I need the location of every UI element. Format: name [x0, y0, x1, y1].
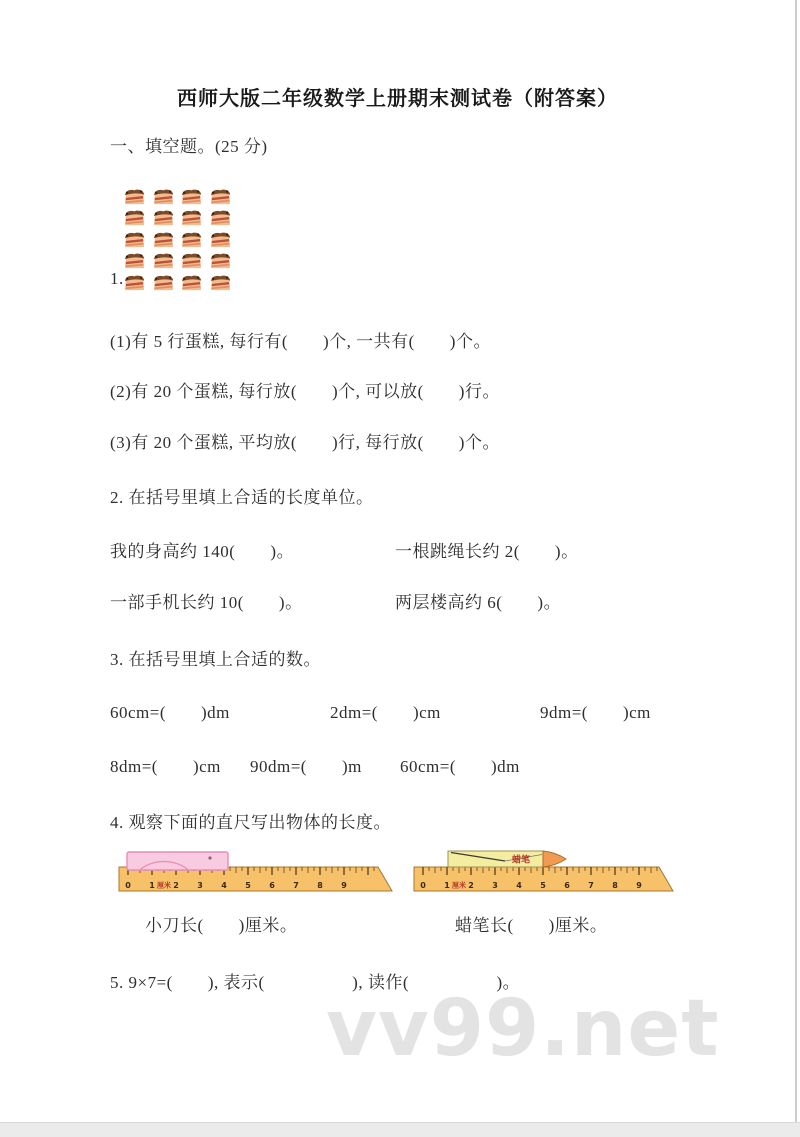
svg-text:6: 6: [564, 881, 570, 890]
section-1-heading: 一、填空题。(25 分): [110, 137, 268, 156]
svg-text:8: 8: [317, 881, 323, 890]
cake-icon: [208, 251, 233, 270]
knife-length-caption: 小刀长( )厘米。: [145, 916, 298, 935]
cake-icon: [122, 187, 147, 206]
cake-icon: [208, 230, 233, 249]
svg-text:5: 5: [540, 881, 546, 890]
svg-text:7: 7: [588, 881, 594, 890]
cake-icon: [179, 208, 204, 227]
svg-text:7: 7: [293, 881, 299, 890]
cake-icon: [151, 187, 176, 206]
cake-icon: [151, 251, 176, 270]
ruler-right-icon: [413, 866, 675, 892]
q3-conv-2: 2dm=( )cm: [330, 703, 441, 722]
cake-icon: [151, 230, 176, 249]
svg-text:厘米: 厘米: [452, 881, 466, 890]
svg-text:2: 2: [173, 881, 179, 890]
cake-icon: [151, 208, 176, 227]
crayon-length-caption: 蜡笔长( )厘米。: [455, 916, 608, 935]
svg-text:3: 3: [197, 881, 203, 890]
svg-text:9: 9: [341, 881, 347, 890]
svg-text:8: 8: [612, 881, 618, 890]
svg-text:2: 2: [468, 881, 474, 890]
q1-item-1: (1)有 5 行蛋糕, 每行有( )个, 一共有( )个。: [110, 332, 491, 351]
q3-heading: 3. 在括号里填上合适的数。: [110, 650, 321, 669]
svg-text:0: 0: [125, 881, 131, 890]
svg-text:1: 1: [149, 881, 155, 890]
q4-heading: 4. 观察下面的直尺写出物体的长度。: [110, 813, 391, 832]
q5-text: 5. 9×7=( ), 表示( ), 读作( )。: [110, 973, 521, 992]
q2-blank-building: 两层楼高约 6( )。: [395, 593, 562, 612]
svg-text:4: 4: [221, 881, 227, 890]
svg-text:厘米: 厘米: [157, 881, 171, 890]
q3-conv-3: 9dm=( )cm: [540, 703, 651, 722]
q2-blank-rope: 一根跳绳长约 2( )。: [395, 542, 579, 561]
page-title: 西师大版二年级数学上册期末测试卷（附答案）: [177, 88, 618, 110]
cake-icon: [179, 251, 204, 270]
q1-item-3: (3)有 20 个蛋糕, 平均放( )行, 每行放( )个。: [110, 433, 500, 452]
q1-item-2: (2)有 20 个蛋糕, 每行放( )个, 可以放( )行。: [110, 382, 500, 401]
svg-text:1: 1: [444, 881, 450, 890]
svg-text:4: 4: [516, 881, 522, 890]
cake-icon: [179, 230, 204, 249]
q3-conv-6: 60cm=( )dm: [400, 757, 520, 776]
q3-conv-4: 8dm=( )cm: [110, 757, 221, 776]
knife-icon: [126, 851, 230, 871]
svg-text:9: 9: [636, 881, 642, 890]
watermark: vv99.net: [326, 984, 720, 1074]
cake-icon: [151, 273, 176, 292]
q2-blank-phone: 一部手机长约 10( )。: [110, 593, 303, 612]
q1-number: 1.: [110, 269, 124, 288]
svg-text:6: 6: [269, 881, 275, 890]
cake-icon: [179, 273, 204, 292]
cake-grid: [122, 187, 236, 294]
viewer-bottom-strip: [0, 1122, 800, 1137]
crayon-label: 蜡笔: [511, 854, 531, 865]
cake-icon: [208, 273, 233, 292]
svg-text:5: 5: [245, 881, 251, 890]
cake-icon: [208, 208, 233, 227]
crayon-icon: [447, 849, 569, 869]
svg-text:0: 0: [420, 881, 426, 890]
cake-icon: [122, 208, 147, 227]
svg-text:3: 3: [492, 881, 498, 890]
cake-icon: [122, 273, 147, 292]
cake-icon: [122, 230, 147, 249]
cake-icon: [122, 251, 147, 270]
q2-blank-height: 我的身高约 140( )。: [110, 542, 295, 561]
q3-conv-1: 60cm=( )dm: [110, 703, 230, 722]
cake-icon: [179, 187, 204, 206]
cake-icon: [208, 187, 233, 206]
q3-conv-5: 90dm=( )m: [250, 757, 362, 776]
q2-heading: 2. 在括号里填上合适的长度单位。: [110, 488, 374, 507]
